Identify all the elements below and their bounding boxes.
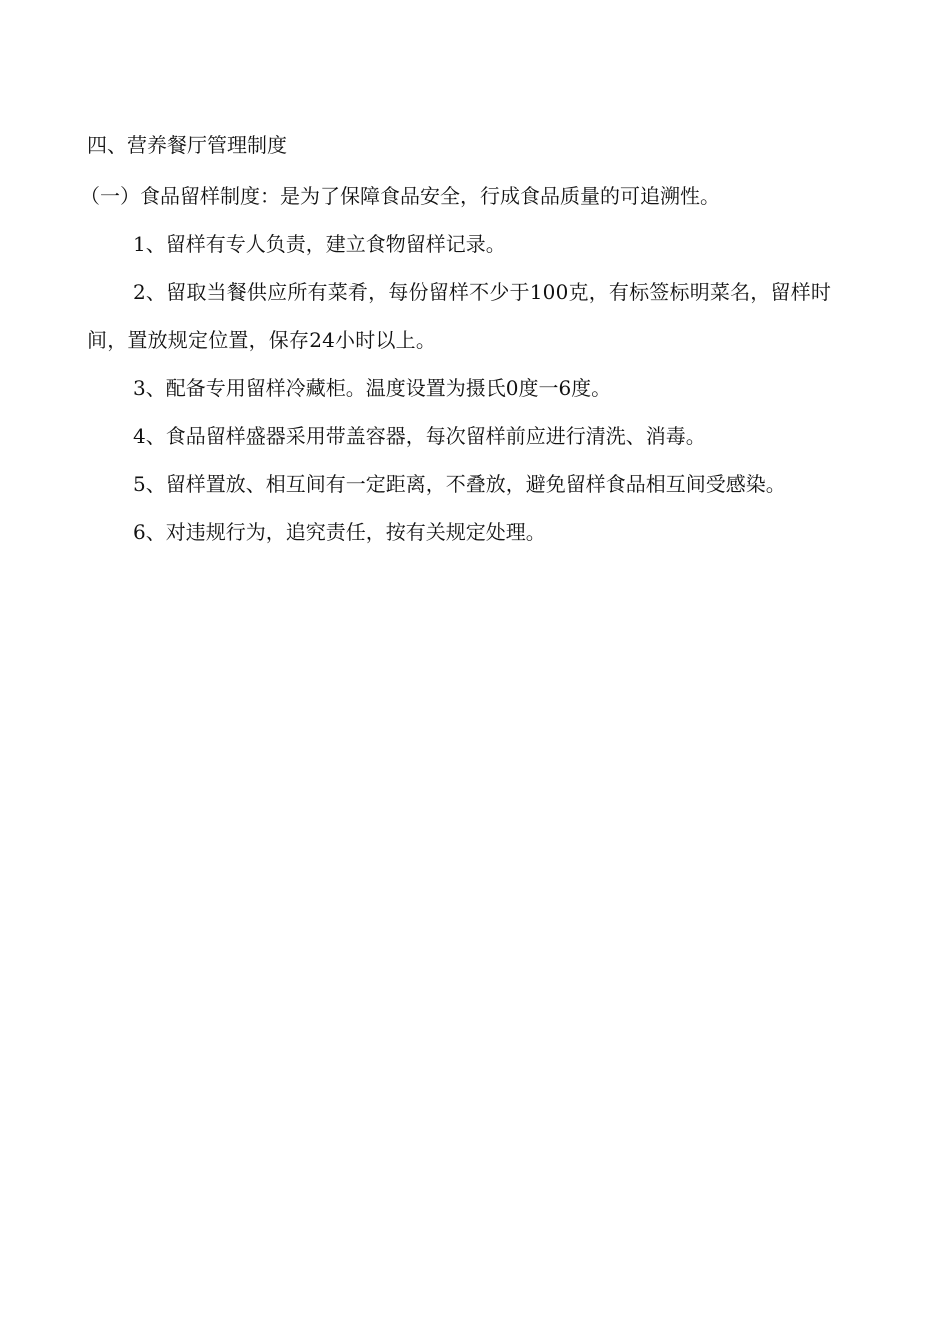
document-body <box>80 128 867 556</box>
rule-item-3: 3、配备专用留样冷藏柜。温度设置为摄氏0度一6度。 <box>133 376 612 400</box>
section-heading: 四、营养餐厅管理制度 <box>87 133 287 157</box>
rule-item-4: 4、食品留样盛器采用带盖容器，每次留样前应进行清洗、消毒。 <box>133 424 706 448</box>
rule-item-2: 2、留取当餐供应所有菜肴，每份留样不少于100克，有标签标明菜名，留样时间，置放规定位置，保存24小时以上。 <box>87 280 832 352</box>
rule-item-6: 6、对违规行为，追究责任，按有关规定处理。 <box>133 520 546 544</box>
subsection-heading: （一）食品留样制度：是为了保障食品安全，行成食品质量的可追溯性。 <box>80 184 720 208</box>
rule-item-5: 5、留样置放、相互间有一定距离，不叠放，避免留样食品相互间受感染。 <box>133 472 786 496</box>
rule-item-1: 1、留样有专人负责，建立食物留样记录。 <box>133 232 506 256</box>
